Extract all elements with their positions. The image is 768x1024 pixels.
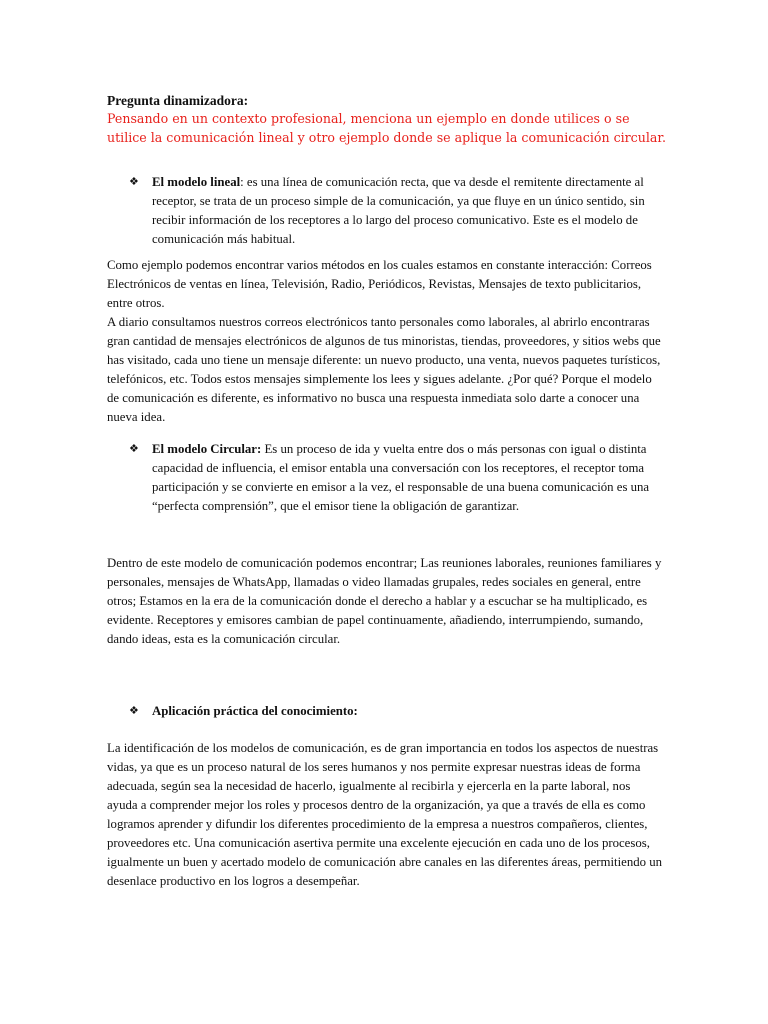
diamond-bullet-icon: ❖	[129, 443, 139, 455]
aplicacion-bullet	[130, 702, 670, 721]
circular-description: Es un proceso de ida y vuelta entre dos o más personas con igual o distinta capacidad de influencia, el emisor entabla una conversación con los receptores, el receptor toma participación y se convierte en emisor a la vez, el responsable de una buena comunicación es una “perfecta comprensión”, que el emisor tiene la obligación de garantizar.	[152, 442, 650, 513]
lineal-paragraph-1: Como ejemplo podemos encontrar varios métodos en los cuales estamos en constante interacción: Correos Electrónicos de ventas en línea, Televisión, Radio, Periódicos, Revistas, Mensajes de texto publicitarios, entre otros.	[107, 258, 652, 310]
diamond-bullet-icon: ❖	[129, 705, 139, 717]
aplicacion-section	[107, 739, 662, 891]
circular-title: El modelo Circular:	[152, 442, 262, 456]
circular-examples	[107, 554, 662, 649]
aplicacion-paragraph: La identificación de los modelos de comunicación, es de gran importancia en todos los aspectos de nuestras vidas, ya que es un proceso natural de los seres humanos y nos permite expresar nuestras ideas de forma adecuada, según sea la necesidad de hacerlo, igualmente al recibirla y ejercerla en la parte laboral, nos ayuda a comprender mejor los roles y procesos dentro de la organización, ya que a través de ella es como logramos aprender y difundir los diferentes procedimiento de la empresa a nuestros compañeros, clientes, proveedores etc. Una comunicación asertiva permite una excelente ejecución en cada uno de los procesos, igualmente un buen y acertado modelo de comunicación abre canales en las diferentes áreas, permitiendo un desenlace productivo en los logros a desempeñar.	[107, 741, 663, 888]
question-text: Pensando en un contexto profesional, menciona un ejemplo en donde utilices o se utilice la comunicación lineal y otro ejemplo donde se aplique la comunicación circular.	[107, 111, 667, 145]
lineal-title: El modelo lineal	[152, 175, 241, 189]
lineal-examples	[107, 256, 662, 427]
circular-bullet-text	[152, 440, 670, 516]
lineal-paragraph-2: A diario consultamos nuestros correos electrónicos tanto personales como laborales, al abrirlo encontraras gran cantidad de mensajes electrónicos de algunos de tus minoristas, tiendas, proveedores, y sitios webs que has visitado, cada uno tiene un mensaje diferente: un nuevo producto, una venta, nuevos paquetes turísticos, telefónicos, etc. Todos estos mensajes simplemente los lees y sigues adelante. ¿Por qué? Porque el modelo de comunicación es diferente, es informativo no busca una respuesta inmediata solo darte a conocer una nueva idea.	[107, 315, 661, 424]
lineal-description: : es una línea de comunicación recta, que va desde el remitente directamente al receptor, se trata de un proceso simple de la comunicación, ya que fluye en un único sentido, sin recibir información de los receptores a lo largo del proceso comunicativo. Este es el modelo de comunicación más habitual.	[152, 175, 645, 246]
lineal-bullet-text	[152, 173, 670, 249]
circular-bullet	[130, 440, 670, 516]
lineal-bullet	[130, 173, 670, 249]
question-heading: Pregunta dinamizadora:	[107, 93, 249, 108]
aplicacion-title: Aplicación práctica del conocimiento:	[152, 704, 358, 718]
diamond-bullet-icon: ❖	[129, 176, 139, 188]
circular-paragraph: Dentro de este modelo de comunicación podemos encontrar; Las reuniones laborales, reuniones familiares y personales, mensajes de WhatsApp, llamadas o video llamadas grupales, redes sociales en general, entre otros; Estamos en la era de la comunicación donde el derecho a hablar y a escuchar se ha multiplicado, es evidente. Receptores y emisores cambian de papel continuamente, añadiendo, interrumpiendo, sumando, dando ideas, esta es la comunicación circular.	[107, 556, 662, 646]
